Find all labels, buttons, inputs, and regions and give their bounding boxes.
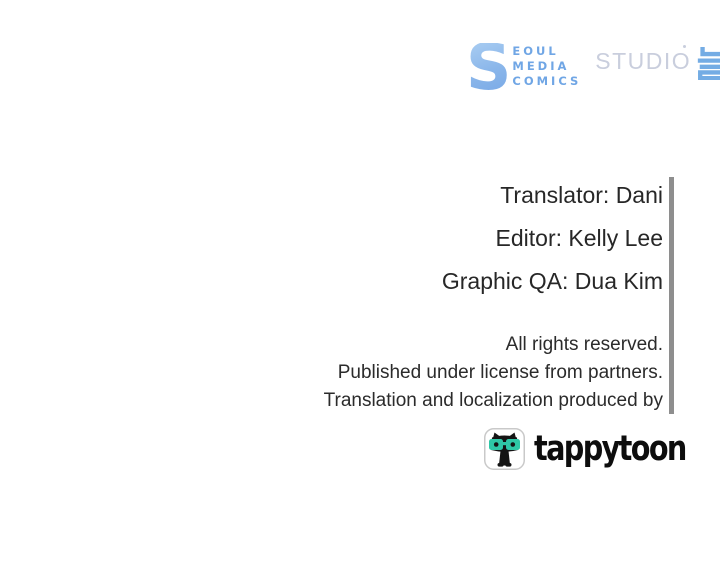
tappytoon-logo xyxy=(484,428,719,470)
smc-logo-line-3: COMICS xyxy=(512,74,582,88)
studio-neulbom-logo xyxy=(595,50,720,80)
rights-line-2: Published under license from partners. xyxy=(337,362,663,383)
studio-korean-name xyxy=(697,46,720,80)
credit-graphic-qa: Graphic QA: Dua Kim xyxy=(441,268,663,294)
smc-logo-line-1: EOUL xyxy=(512,44,559,58)
cat-with-glasses-icon xyxy=(484,428,525,470)
rights-line-1: All rights reserved. xyxy=(505,334,663,355)
tappytoon-wordmark: tappytoon xyxy=(534,429,686,469)
credit-editor: Editor: Kelly Lee xyxy=(495,225,663,251)
studio-wordmark: STUDIO xyxy=(595,50,691,73)
rights-notice xyxy=(324,331,663,415)
smc-logo-text xyxy=(512,44,581,89)
smc-logo-line-2: MEDIA xyxy=(512,59,570,73)
localization-credits xyxy=(442,174,663,303)
smc-logo-initial: S xyxy=(466,31,512,104)
publisher-logos xyxy=(466,31,720,104)
credit-translator: Translator: Dani xyxy=(500,182,663,208)
rights-line-3: Translation and localization produced by xyxy=(323,390,663,411)
seoul-media-comics-logo xyxy=(466,31,582,104)
credits-divider-bar xyxy=(669,177,674,414)
